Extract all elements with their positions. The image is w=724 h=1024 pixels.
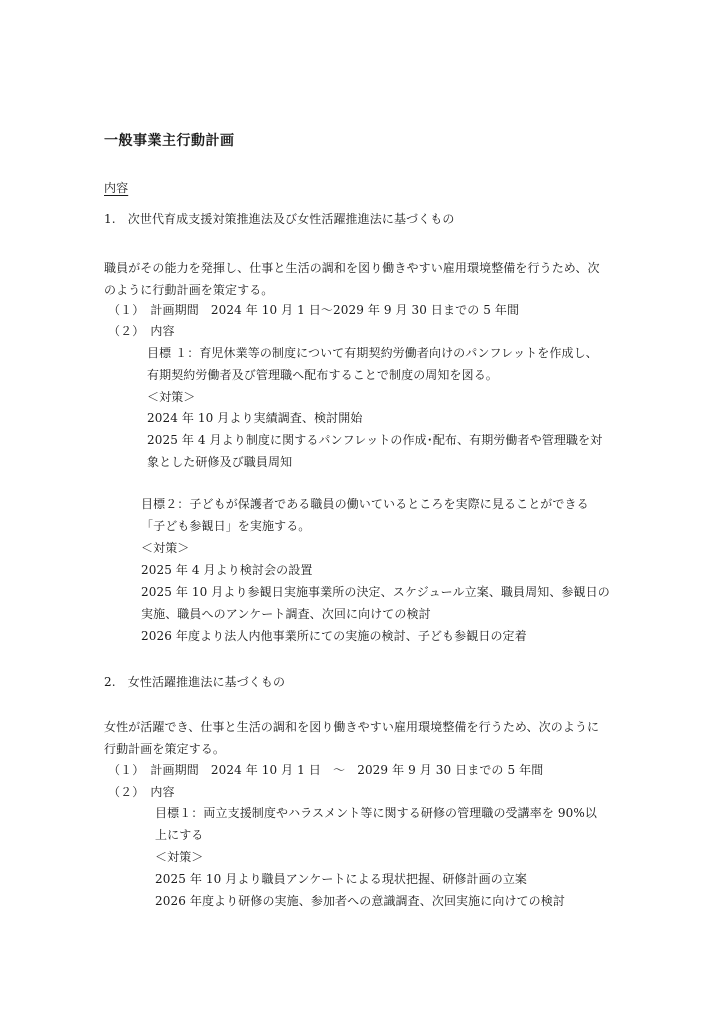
section1-goal1-measure-2-line2: 象とした研修及び職員周知 — [147, 455, 293, 469]
section2-goal1-line1: 目標１：両立支援制度やハラスメント等に関する研修の管理職の受講率を 90%以 — [155, 806, 597, 820]
section1-heading: 1. 次世代育成支援対策推進法及び女性活躍推進法に基づくもの — [104, 212, 455, 226]
section2-heading: 2. 女性活躍推進法に基づくもの — [104, 675, 286, 689]
section1-goal2-measures: ＜対策＞ — [141, 541, 190, 555]
section2-period: （１） 計画期間 2024 年 10 月 1 日 ～ 2029 年 9 月 30 日までの 5 年間 — [108, 763, 544, 777]
section1-goal2-measure-2-line2: 実施、職員へのアンケート調査、次回に向けての検討 — [141, 607, 431, 621]
section1-goal2-measure-1: 2025 年 4 月より検討会の設置 — [141, 563, 313, 577]
section2-intro-line2: 行動計画を策定する。 — [104, 742, 226, 756]
section1-goal1-measure-2-line1: 2025 年 4 月より制度に関するパンフレットの作成･配布、有期労働者や管理職を対 — [147, 433, 603, 447]
section2-intro-line1: 女性が活躍でき、仕事と生活の調和を図り働きやすい雇用環境整備を行うため、次のように — [104, 720, 600, 734]
section2-contents-label: （２） 内容 — [108, 785, 175, 799]
section1-goal1-measures: ＜対策＞ — [147, 390, 196, 404]
section1-goal2-measure-2-line1: 2025 年 10 月より参観日実施事業所の決定、スケジュール立案、職員周知、参観日の — [141, 585, 610, 599]
section1-goal2-line1: 目標２：子どもが保護者である職員の働いているところを実際に見ることができる — [141, 497, 589, 511]
contents-heading: 内容 — [104, 181, 129, 195]
section1-goal1-measure-1: 2024 年 10 月より実績調査、検討開始 — [147, 411, 363, 425]
section2-goal1-measure-2: 2026 年度より研修の実施、参加者への意識調査、次回実施に向けての検討 — [155, 894, 565, 908]
section2-goal1-line2: 上にする — [155, 828, 204, 842]
section1-goal2-line2: 「子ども参観日」を実施する。 — [141, 519, 311, 533]
section2-goal1-measure-1: 2025 年 10 月より職員アンケートによる現状把握、研修計画の立案 — [155, 872, 528, 886]
section1-goal2-measure-3: 2026 年度より法人内他事業所にての実施の検討、子ども参観日の定着 — [141, 629, 527, 643]
section2-goal1-measures: ＜対策＞ — [155, 850, 204, 864]
section1-contents-label: （２） 内容 — [108, 324, 175, 338]
document-title: 一般事業主行動計画 — [104, 133, 235, 149]
section1-goal1-line1: 目標 １：育児休業等の制度について有期契約労働者向けのパンフレットを作成し、 — [147, 346, 598, 360]
section1-goal1-line2: 有期契約労働者及び管理職へ配布することで制度の周知を図る。 — [147, 368, 498, 382]
section1-intro-line1: 職員がその能力を発揮し、仕事と生活の調和を図り働きやすい雇用環境整備を行うため、次 — [104, 261, 600, 275]
section1-period: （１） 計画期間 2024 年 10 月 1 日～2029 年 9 月 30 日までの 5 年間 — [108, 303, 520, 317]
section1-intro-line2: のように行動計画を策定する。 — [104, 283, 274, 297]
